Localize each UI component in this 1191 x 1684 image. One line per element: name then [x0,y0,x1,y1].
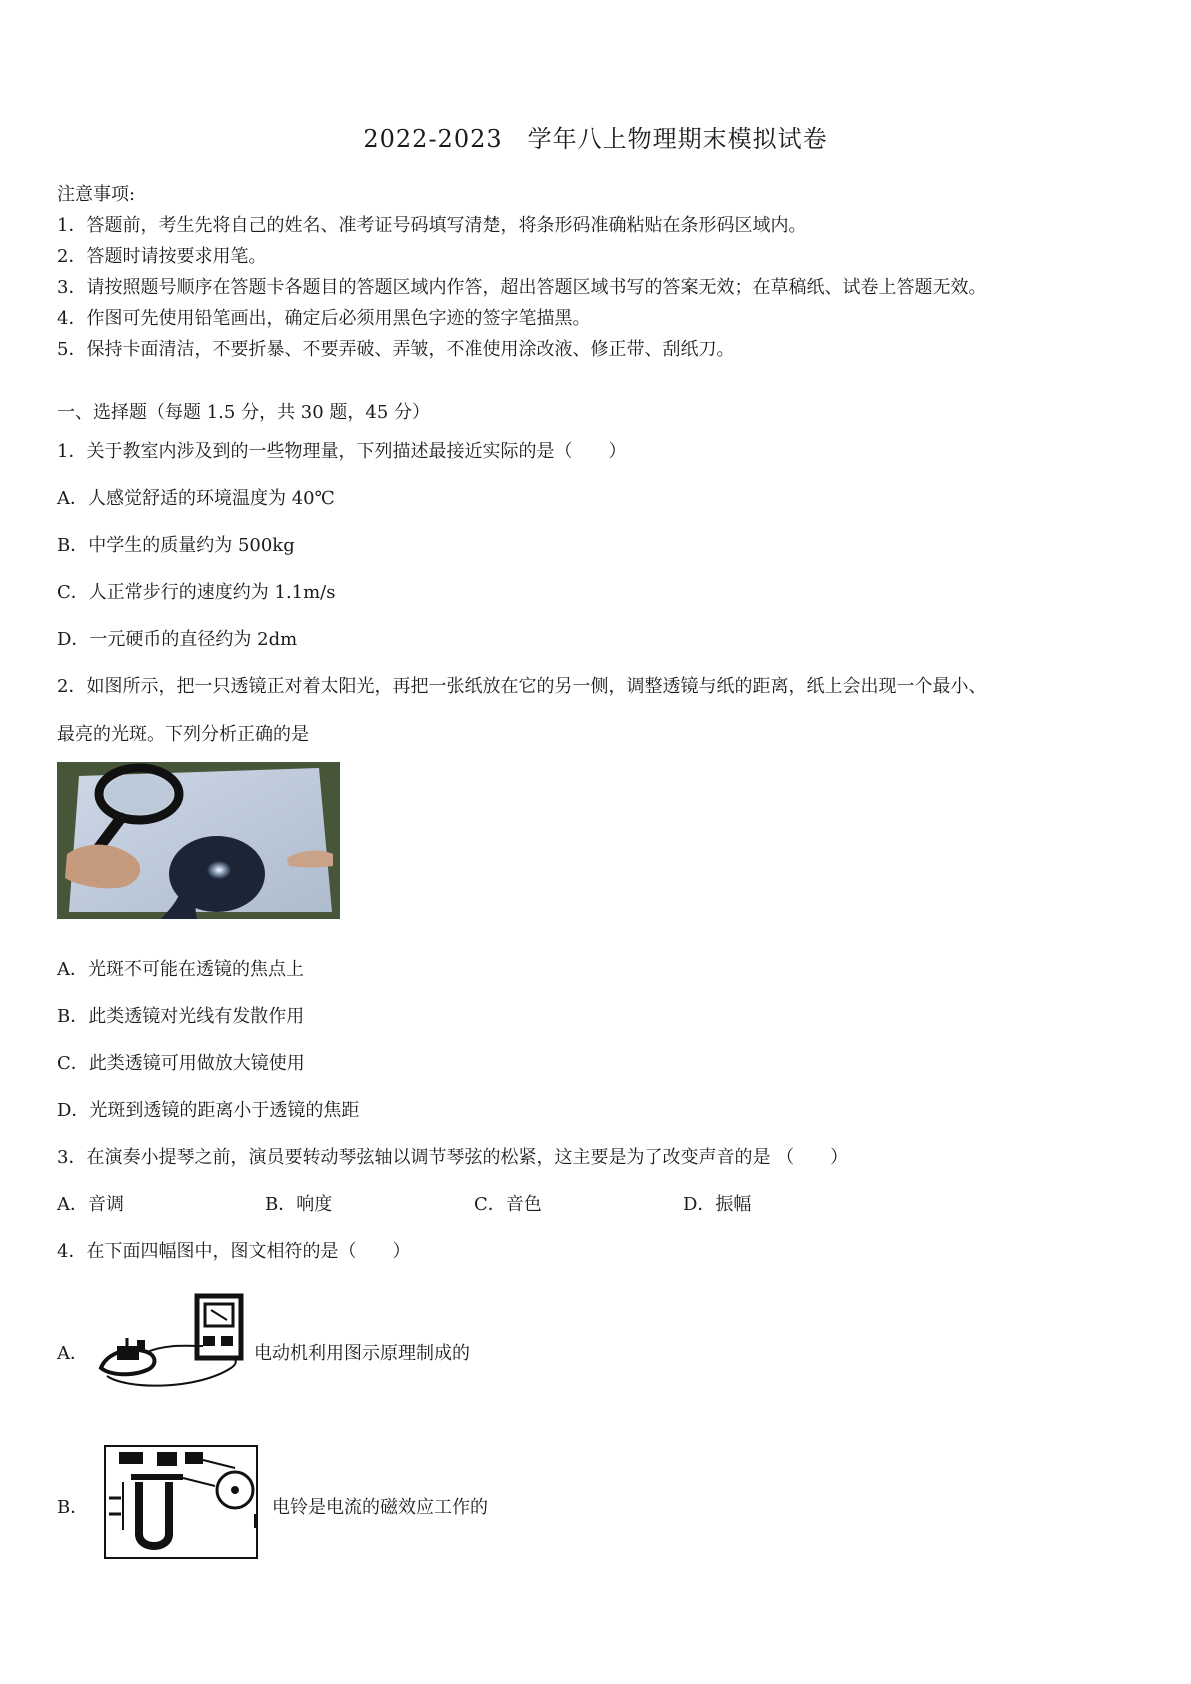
page-title: 2022-2023 学年八上物理期末模拟试卷 [363,125,828,153]
question-4-option-b-text: 电铃是电流的磁效应工作的 [272,1497,488,1518]
question-4-stem: 4．在下面四幅图中，图文相符的是（ ） [57,1241,411,1262]
question-1-option-d: D．一元硬币的直径约为 2dm [57,629,298,650]
question-4-option-b-label: B． [57,1497,89,1518]
question-2-stem-line2: 最亮的光斑。下列分析正确的是 [57,724,309,745]
question-3-option-a: A．音调 [57,1194,124,1215]
notes-heading: 注意事项: [57,184,136,205]
question-3-stem: 3．在演奏小提琴之前，演员要转动琴弦轴以调节琴弦的松紧，这主要是为了改变声音的是 （ ） [57,1147,849,1168]
question-2-stem-line1: 2．如图所示，把一只透镜正对着太阳光，再把一张纸放在它的另一侧，调整透镜与纸的距离，纸上会出现一个最小、 [57,676,987,697]
question-3-option-c: C．音色 [474,1194,542,1215]
question-2-option-c: C．此类透镜可用做放大镜使用 [57,1053,305,1074]
question-2-option-d: D．光斑到透镜的距离小于透镜的焦距 [57,1100,360,1121]
note-item: 1．答题前，考生先将自己的姓名、准考证号码填写清楚，将条形码准确粘贴在条形码区域内。 [57,215,807,236]
note-item: 4．作图可先使用铅笔画出，确定后必须用黑色字迹的签字笔描黑。 [57,308,591,329]
question-3-option-b: B．响度 [265,1194,333,1215]
question-4-option-a-text: 电动机利用图示原理制成的 [254,1343,470,1364]
question-1-stem: 1．关于教室内涉及到的一些物理量，下列描述最接近实际的是（ ） [57,441,627,462]
question-4-option-a-label: A． [57,1343,88,1364]
note-item: 5．保持卡面清洁，不要折暴、不要弄破、弄皱，不准使用涂改液、修正带、刮纸刀。 [57,339,735,360]
note-item: 3．请按照题号顺序在答题卡各题目的答题区域内作答，超出答题区域书写的答案无效；在草稿纸、试卷上答题无效。 [57,277,987,298]
question-2-option-a: A．光斑不可能在透镜的焦点上 [57,959,304,980]
magnifier-sunlight-photo [57,762,340,919]
question-1-option-c: C．人正常步行的速度约为 1.1m/s [57,582,336,603]
generator-diagram [97,1290,249,1390]
question-1-option-a: A．人感觉舒适的环境温度为 40℃ [57,488,335,509]
section-heading: 一、选择题（每题 1.5 分，共 30 题，45 分） [57,402,431,423]
question-3-option-d: D．振幅 [683,1194,752,1215]
question-1-option-b: B．中学生的质量约为 500kg [57,535,295,556]
question-2-option-b: B．此类透镜对光线有发散作用 [57,1006,305,1027]
electric-bell-diagram [99,1438,269,1564]
note-item: 2．答题时请按要求用笔。 [57,246,267,267]
